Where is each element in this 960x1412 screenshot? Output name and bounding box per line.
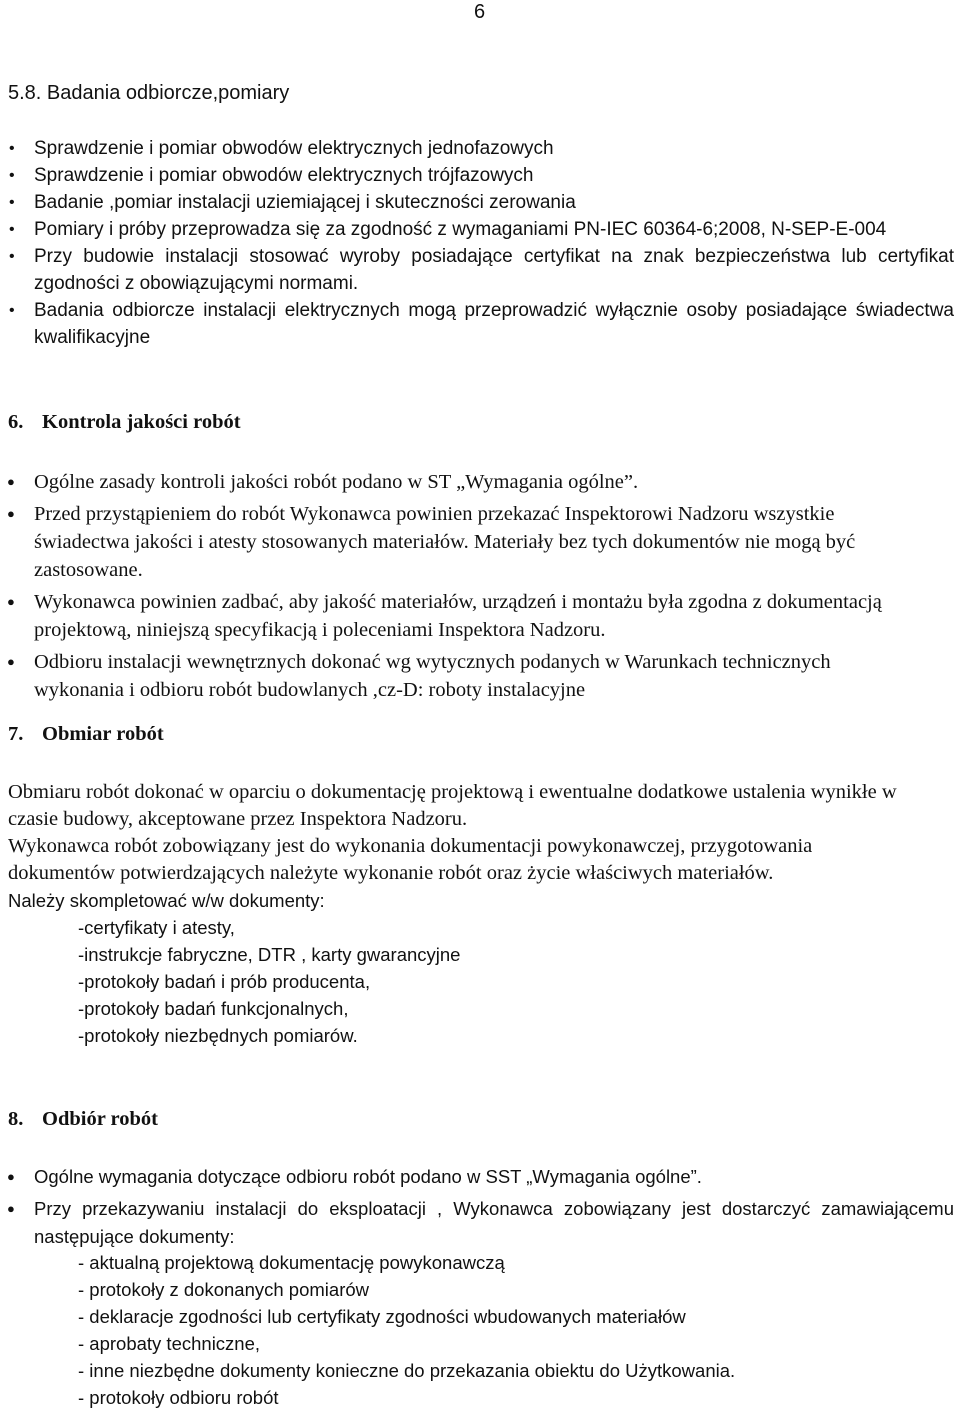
section-7-heading bbox=[8, 723, 164, 746]
list-item: -instrukcje fabryczne, DTR , karty gwarancyjne bbox=[78, 944, 461, 965]
list-item: - protokoły odbioru robót bbox=[78, 1387, 279, 1408]
section-8-number: 8. bbox=[8, 1108, 24, 1130]
list-item: ● Ogólne wymagania dotyczące odbioru robót podano w SST „Wymagania ogólne”. bbox=[0, 1163, 954, 1191]
section-6-heading bbox=[8, 411, 241, 434]
section-8-title: Odbiór robót bbox=[42, 1108, 159, 1130]
list-item: ● Ogólne zasady kontroli jakości robót podano w ST „Wymagania ogólne”. bbox=[0, 468, 900, 496]
section-7-number: 7. bbox=[8, 723, 24, 745]
paragraph: Wykonawca robót zobowiązany jest do wykonania dokumentacji powykonawczej, przygotowania dokumentów potwierdzających należyte wykonanie robót oraz życie właściwych materiałów. bbox=[8, 835, 813, 884]
list-item: • Pomiary i próby przeprowadza się za zgodność z wymaganiami PN-IEC 60364-6;2008, N-SEP-E-004 bbox=[0, 216, 954, 243]
paragraph: Obmiaru robót dokonać w oparciu o dokumentację projektową i ewentualne dodatkowe ustalenia wynikłe w czasie budowy, akceptowane przez Inspektora Nadzoru. bbox=[8, 781, 897, 830]
list-item: -protokoły badań i prób producenta, bbox=[78, 971, 371, 992]
list-item: - deklaracje zgodności lub certyfikaty zgodności wbudowanych materiałów bbox=[78, 1306, 686, 1327]
list-item: • Sprawdzenie i pomiar obwodów elektrycznych trójfazowych bbox=[0, 162, 954, 189]
section-8-document-list bbox=[42, 1249, 950, 1411]
list-item: • Sprawdzenie i pomiar obwodów elektrycznych jednofazowych bbox=[0, 135, 954, 162]
list-item: -certyfikaty i atesty, bbox=[78, 917, 235, 938]
list-item: -protokoły badań funkcjonalnych, bbox=[78, 998, 349, 1019]
list-item: ● Przy przekazywaniu instalacji do eksploatacji , Wykonawca zobowiązany jest dostarczyć zamawiającemu następujące dokumenty: bbox=[0, 1195, 954, 1251]
section-7-title: Obmiar robót bbox=[42, 723, 164, 745]
paragraph: Należy skompletować w/w dokumenty: bbox=[8, 890, 325, 911]
list-item: - protokoły z dokonanych pomiarów bbox=[78, 1279, 370, 1300]
section-6-title: Kontrola jakości robót bbox=[42, 411, 241, 433]
section-6-list bbox=[0, 468, 960, 704]
section-5-8-list bbox=[0, 135, 960, 351]
document-list bbox=[8, 914, 900, 1049]
list-item: -protokoły niezbędnych pomiarów. bbox=[78, 1025, 358, 1046]
list-item: • Badanie ,pomiar instalacji uziemiającej i skuteczności zerowania bbox=[0, 189, 954, 216]
list-item: ● Przed przystąpieniem do robót Wykonawca powinien przekazać Inspektorowi Nadzoru wszystkie świadectwa jakości i atesty stosowanych materiałów. Materiały bez tych dokumentów nie mogą być zastosowane. bbox=[0, 500, 900, 584]
section-5-8-title: 5.8. Badania odbiorcze,pomiary bbox=[8, 82, 290, 104]
section-8-heading bbox=[8, 1108, 158, 1131]
page-number: 6 bbox=[474, 1, 486, 23]
list-item: - aktualną projektową dokumentację powykonawczą bbox=[78, 1252, 505, 1273]
list-item: - aprobaty techniczne, bbox=[78, 1333, 261, 1354]
list-item: - inne niezbędne dokumenty konieczne do przekazania obiektu do Użytkowania. bbox=[78, 1360, 736, 1381]
section-6-number: 6. bbox=[8, 411, 24, 433]
list-item: ● Odbioru instalacji wewnętrznych dokonać wg wytycznych podanych w Warunkach technicznych wykonania i odbioru robót budowlanych ,cz-D: roboty instalacyjne bbox=[0, 648, 900, 704]
list-item: • Przy budowie instalacji stosować wyroby posiadające certyfikat na znak bezpieczeństwa lub certyfikat zgodności z obowiązującymi normami. bbox=[0, 243, 954, 297]
list-item: ● Wykonawca powinien zadbać, aby jakość materiałów, urządzeń i montażu była zgodna z dokumentacją projektową, niniejszą specyfikacją i poleceniami Inspektora Nadzoru. bbox=[0, 588, 900, 644]
section-7-body bbox=[8, 779, 900, 1049]
section-8-list bbox=[0, 1163, 960, 1251]
list-item: • Badania odbiorcze instalacji elektrycznych mogą przeprowadzić wyłącznie osoby posiadające świadectwa kwalifikacyjne bbox=[0, 297, 954, 351]
